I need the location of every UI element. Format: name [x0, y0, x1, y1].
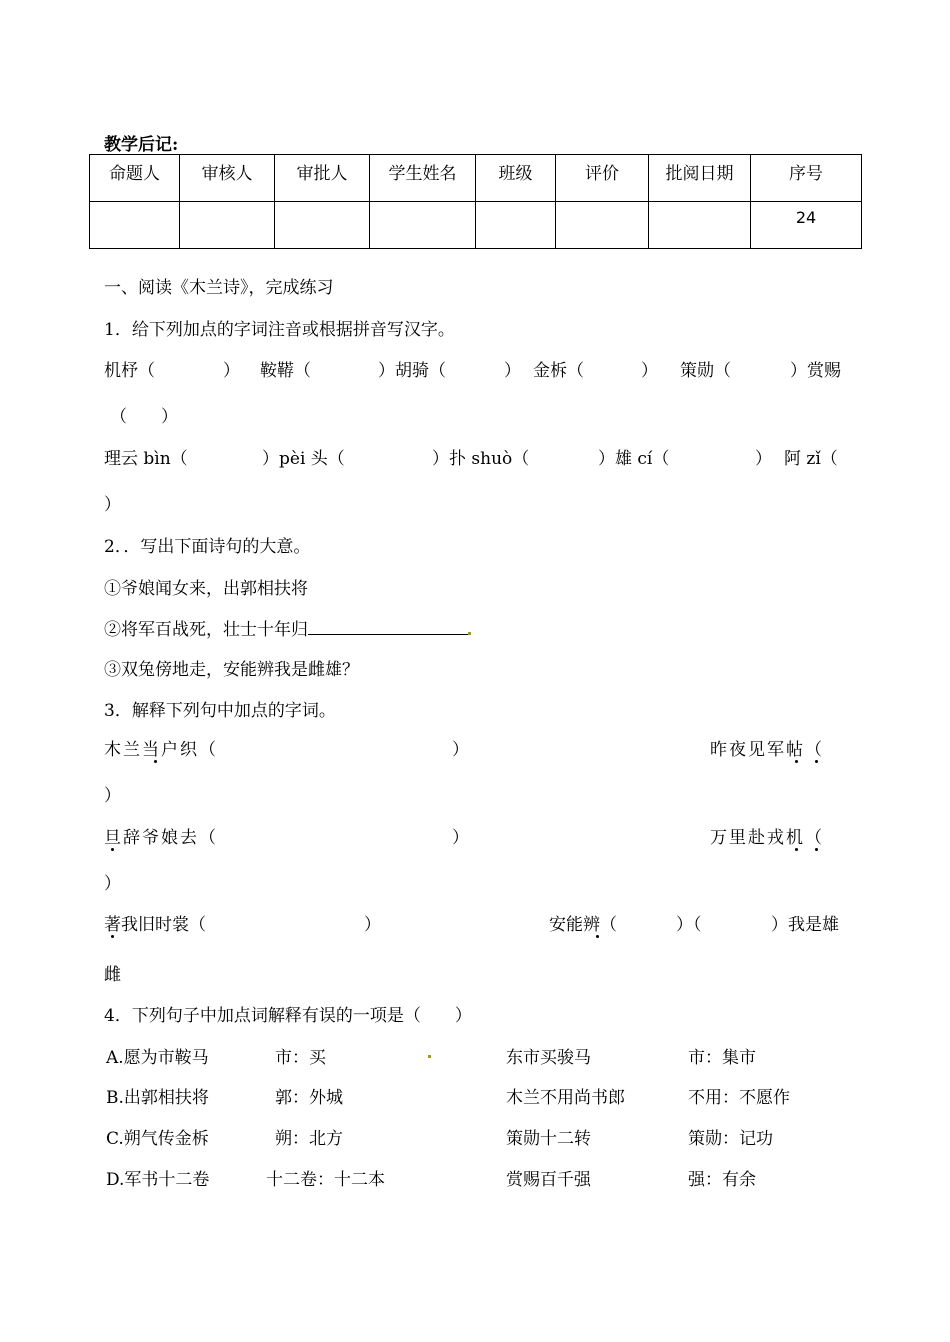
- header-cell: 批阅日期: [649, 155, 751, 202]
- header-cell: 审核人: [180, 155, 275, 202]
- q4-title: 4．下列句子中加点词解释有误的一项是（ ）: [104, 1006, 472, 1026]
- section-title: 一、阅读《木兰诗》，完成练习: [104, 278, 334, 298]
- q3-item-right: 昨夜见军帖（: [710, 740, 824, 760]
- header-cell: 评价: [556, 155, 649, 202]
- q2-item: ①爷娘闻女来，出郭相扶将: [104, 579, 308, 599]
- q1-item: ）雄 cí（: [598, 449, 670, 469]
- q4-option-c: 赏赐百千强: [506, 1170, 591, 1190]
- q4-option-b: 十二卷：十二本: [266, 1170, 385, 1190]
- q1-title: 1．给下列加点的字词注音或根据拼音写汉字。: [104, 320, 455, 340]
- q3-bracket: ）: [452, 740, 469, 760]
- q1-item: ）扑 shuò（: [432, 449, 530, 469]
- q2-item-text: ②将军百战死，壮士十年归: [104, 620, 308, 640]
- q2-item: [104, 615, 471, 640]
- q3-bracket: ）: [104, 874, 121, 894]
- q1-item: 阿 zǐ（: [784, 449, 838, 469]
- value-cell: [275, 202, 370, 249]
- q1-item: ）赏赐: [790, 361, 841, 381]
- q3-bracket: ）: [104, 786, 121, 806]
- header-cell: 班级: [476, 155, 556, 202]
- q4-option-a: D.军书十二卷: [106, 1170, 210, 1190]
- q1-item: ）: [504, 361, 521, 381]
- q3-bracket: ）: [364, 915, 381, 935]
- q1-item: ）: [641, 361, 658, 381]
- q4-option-b: 市：买: [275, 1048, 326, 1068]
- q4-option-c: 木兰不用尚书郎: [506, 1088, 625, 1108]
- table-header-row: [90, 155, 862, 202]
- q4-option-c: 策勋十二转: [506, 1129, 591, 1149]
- emphasis-dot: [815, 760, 818, 763]
- q3-title: 3．解释下列句中加点的字词。: [104, 701, 336, 721]
- q3-item-left: 著我旧时裳（: [104, 915, 206, 935]
- value-cell: [476, 202, 556, 249]
- header-cell: 审批人: [275, 155, 370, 202]
- q4-option-d: 市：集市: [688, 1048, 756, 1068]
- q1-item: ）胡骑（: [378, 361, 446, 381]
- value-cell: [649, 202, 751, 249]
- q4-option-a: A.愿为市鞍马: [106, 1048, 209, 1068]
- q4-option-a: B.出郭相扶将: [106, 1088, 209, 1108]
- q1-item: ）: [104, 495, 121, 515]
- emphasis-dot: [111, 935, 114, 938]
- value-cell: [370, 202, 476, 249]
- info-table: [89, 154, 862, 249]
- serial-number-cell: 24: [751, 202, 862, 249]
- value-cell: [180, 202, 275, 249]
- emphasis-dot: [795, 848, 798, 851]
- q3-item-wrap: 雌: [104, 965, 121, 985]
- q4-option-c: 东市买骏马: [506, 1048, 591, 1068]
- q4-option-a: C.朔气传金柝: [106, 1129, 209, 1149]
- header-cell: 学生姓名: [370, 155, 476, 202]
- marker-dot: [468, 632, 471, 635]
- q1-item: 鞍鞯（: [260, 361, 311, 381]
- q4-option-d: 不用：不愿作: [688, 1088, 790, 1108]
- q2-title: 2．．写出下面诗句的大意。: [104, 537, 311, 557]
- q2-item: ③双兔傍地走，安能辨我是雌雄？: [104, 660, 359, 680]
- q1-item: （ ）: [110, 407, 178, 427]
- table-value-row: [90, 202, 862, 249]
- emphasis-dot: [596, 935, 599, 938]
- q1-item: 金柝（: [533, 361, 584, 381]
- value-cell: [556, 202, 649, 249]
- q3-item-right: 安能辨（: [549, 915, 617, 935]
- q1-item: 机杼（: [104, 361, 155, 381]
- emphasis-dot: [795, 760, 798, 763]
- page-heading: 教学后记:: [104, 135, 179, 155]
- q1-item: ）: [223, 361, 240, 381]
- q1-item: 理云 bìn（: [104, 449, 188, 469]
- q3-item-left: 旦辞爷娘去（: [104, 828, 218, 848]
- q4-option-b: 郭：外城: [275, 1088, 343, 1108]
- q4-option-d: 强：有余: [688, 1170, 756, 1190]
- q3-bracket: ）: [452, 828, 469, 848]
- q1-item: ）pèi 头（: [262, 449, 345, 469]
- q1-item: ）: [755, 449, 772, 469]
- header-cell: 命题人: [90, 155, 180, 202]
- q3-item-left: 木兰当户织（: [104, 740, 218, 760]
- q4-option-b: 朔：北方: [275, 1129, 343, 1149]
- answer-blank: [308, 620, 468, 635]
- header-cell: 序号: [751, 155, 862, 202]
- emphasis-dot: [111, 848, 114, 851]
- emphasis-dot: [154, 760, 157, 763]
- q4-option-d: 策勋：记功: [688, 1129, 773, 1149]
- value-cell: [90, 202, 180, 249]
- emphasis-dot: [815, 848, 818, 851]
- q3-item-right: 万里赴戎机（: [710, 828, 824, 848]
- q3-bracket: ）（: [676, 915, 702, 935]
- q1-item: 策勋（: [680, 361, 731, 381]
- marker-dot: [428, 1055, 431, 1058]
- q3-item-right: ）我是雄: [771, 915, 839, 935]
